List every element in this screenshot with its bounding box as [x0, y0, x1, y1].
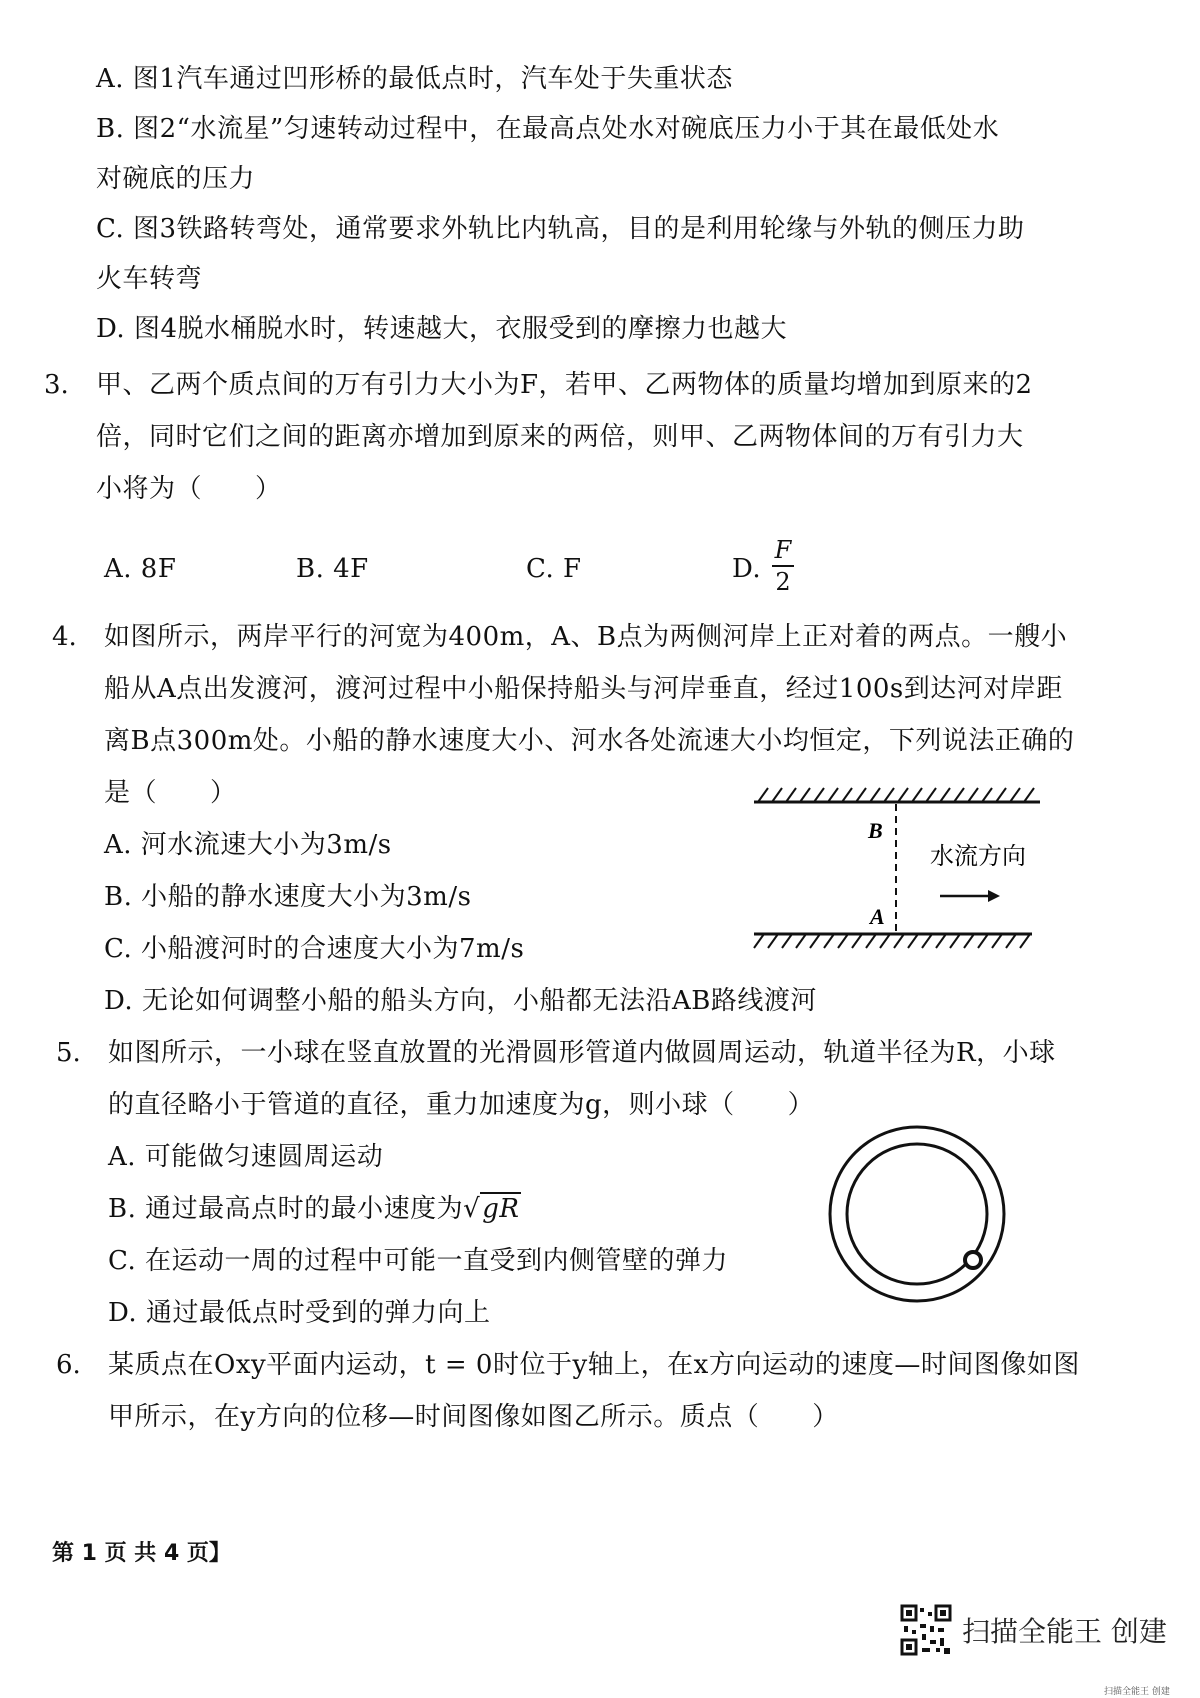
q6-number: 6.: [56, 1350, 81, 1380]
q5-number: 5.: [56, 1038, 81, 1068]
q2-option-c-line2: 火车转弯: [96, 264, 203, 294]
q5-line2: 的直径略小于管道的直径，重力加速度为g，则小球（ ）: [108, 1090, 815, 1120]
q6-line1: 某质点在Oxy平面内运动，t = 0时位于y轴上，在x方向运动的速度—时间图像如图: [108, 1350, 1080, 1380]
scanner-watermark-small: 扫描全能王 创建: [1104, 1687, 1170, 1697]
q2-option-b-line2: 对碗底的压力: [96, 164, 256, 194]
q5-line1: 如图所示，一小球在竖直放置的光滑圆形管道内做圆周运动，轨道半径为R，小球: [108, 1038, 1056, 1068]
q5-option-a: A. 可能做匀速圆周运动: [108, 1142, 384, 1172]
q3-line1: 甲、乙两个质点间的万有引力大小为F，若甲、乙两物体的质量均增加到原来的2: [96, 370, 1033, 400]
ball: [965, 1252, 981, 1268]
sqrt-symbol: √: [463, 1194, 481, 1224]
point-a-label: A: [870, 904, 885, 929]
q4-line2: 船从A点出发渡河，渡河过程中小船保持船头与河岸垂直，经过100s到达河对岸距: [104, 674, 1063, 704]
lower-riverbank: [754, 934, 1032, 948]
q4-number: 4.: [52, 622, 77, 652]
circular-tube-diagram: [822, 1120, 1012, 1310]
q5-option-c: C. 在运动一周的过程中可能一直受到内侧管壁的弹力: [108, 1246, 728, 1276]
q4-line4: 是（ ）: [104, 778, 237, 808]
q3-option-d-label: D.: [732, 554, 762, 584]
q4-option-b: B. 小船的静水速度大小为3m/s: [104, 882, 472, 912]
q4-option-a: A. 河水流速大小为3m/s: [104, 830, 392, 860]
q5-option-b: [108, 1192, 521, 1226]
sqrt-radicand: gR: [482, 1194, 520, 1224]
river-crossing-diagram: [750, 784, 1050, 954]
fraction-denominator: 2: [775, 568, 791, 596]
q3-option-a: A. 8F: [104, 554, 177, 584]
point-b-label: B: [868, 818, 883, 843]
q4-line3: 离B点300m处。小船的静水速度大小、河水各处流速大小均恒定，下列说法正确的: [104, 726, 1075, 756]
q5-option-d: D. 通过最低点时受到的弹力向上: [108, 1298, 491, 1328]
qr-code-icon: [900, 1604, 952, 1656]
page-footer: 第 1 页 共 4 页】: [52, 1541, 231, 1566]
q2-option-a: A. 图1汽车通过凹形桥的最低点时，汽车处于失重状态: [96, 64, 733, 94]
q2-option-d: D. 图4脱水桶脱水时，转速越大，衣服受到的摩擦力也越大: [96, 314, 787, 344]
q5-option-b-text: B. 通过最高点时的最小速度为: [108, 1194, 464, 1224]
q2-option-c-line1: C. 图3铁路转弯处，通常要求外轨比内轨高，目的是利用轮缘与外轨的侧压力助: [96, 214, 1025, 244]
q4-option-d: D. 无论如何调整小船的船头方向，小船都无法沿AB路线渡河: [104, 986, 817, 1016]
q3-line2: 倍，同时它们之间的距离亦增加到原来的两倍，则甲、乙两物体间的万有引力大: [96, 422, 1024, 452]
scanner-watermark: 扫描全能王 创建: [962, 1615, 1167, 1648]
q3-option-d-fraction: [772, 537, 794, 595]
q3-line3: 小将为（ ）: [96, 474, 282, 504]
q3-option-c: C. F: [526, 554, 582, 584]
fraction-bar: [772, 565, 794, 567]
fraction-numerator: F: [774, 536, 792, 564]
q2-option-b-line1: B. 图2“水流星”匀速转动过程中，在最高点处水对碗底压力小于其在最低处水: [96, 114, 1000, 144]
upper-riverbank: [754, 788, 1040, 802]
q4-line1: 如图所示，两岸平行的河宽为400m，A、B点为两侧河岸上正对着的两点。一艘小: [104, 622, 1068, 652]
q4-option-c: C. 小船渡河时的合速度大小为7m/s: [104, 934, 525, 964]
outer-tube-wall: [830, 1127, 1004, 1301]
q3-number: 3.: [44, 370, 69, 400]
q6-line2: 甲所示，在y方向的位移—时间图像如图乙所示。质点（ ）: [108, 1402, 839, 1432]
flow-direction-label: 水流方向: [930, 842, 1026, 870]
q3-option-b: B. 4F: [296, 554, 369, 584]
flow-arrow-icon: [940, 890, 1000, 902]
